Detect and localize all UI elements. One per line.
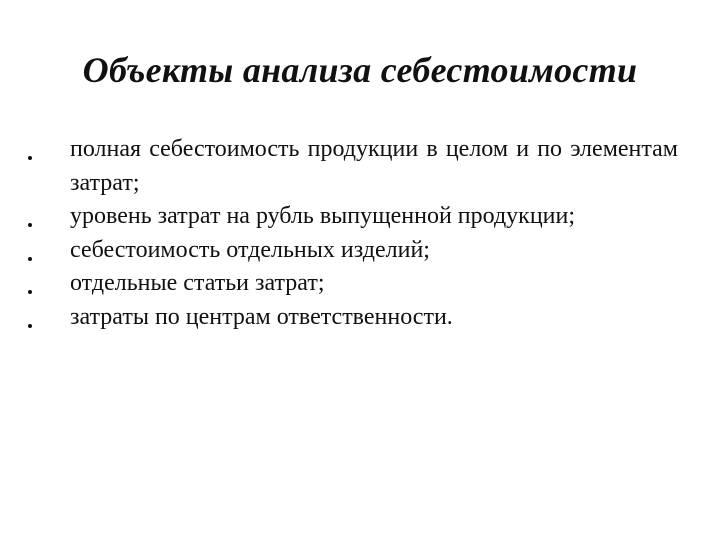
bullet-list bbox=[26, 133, 678, 334]
list-item-text: затраты по центрам ответственности. bbox=[70, 303, 453, 330]
list-item bbox=[26, 133, 678, 200]
list-item-text: отдельные статьи затрат; bbox=[70, 270, 325, 296]
list-item-text: уровень затрат на рубль выпущенной продукции; bbox=[70, 203, 576, 229]
slide-title: Объекты анализа себестоимости bbox=[82, 50, 638, 90]
list-item bbox=[26, 267, 678, 301]
bullet-dot-icon bbox=[28, 290, 32, 294]
list-item-text: себестоимость отдельных изделий; bbox=[70, 236, 430, 263]
bullet-dot-icon bbox=[28, 223, 32, 227]
list-item bbox=[26, 200, 678, 234]
bullet-dot-icon bbox=[28, 257, 32, 261]
list-item bbox=[26, 301, 678, 335]
bullet-dot-icon bbox=[28, 324, 32, 328]
list-item bbox=[26, 234, 678, 268]
list-item-text: полная себестоимость продукции в целом и по элементам затрат; bbox=[70, 136, 678, 196]
bullet-dot-icon bbox=[28, 156, 32, 160]
